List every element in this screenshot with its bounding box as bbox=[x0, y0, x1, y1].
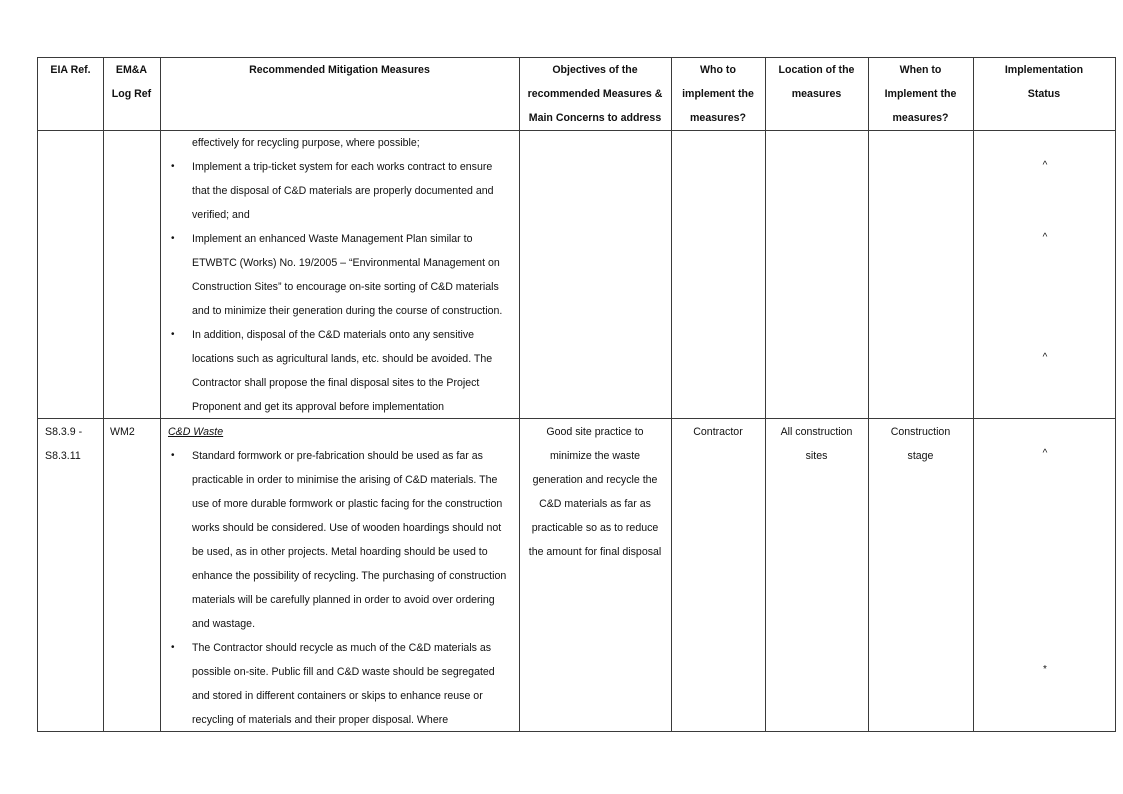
measure-line: Implement an enhanced Waste Management Plan similar to bbox=[192, 233, 473, 245]
mitigation-measures-table bbox=[37, 57, 1116, 732]
header-objectives: Objectives of the recommended Measures & Main Concerns to address bbox=[527, 64, 663, 124]
row-location: All construction sites bbox=[780, 426, 853, 462]
header-ema-log-ref: EM&A Log Ref bbox=[111, 64, 152, 100]
status-mark: ^ bbox=[1042, 352, 1048, 363]
measure-line: enhance the possibility of recycling. The purchasing of construction bbox=[192, 570, 507, 582]
header-mitigation-measures: Recommended Mitigation Measures bbox=[249, 64, 430, 76]
column-divider bbox=[973, 58, 974, 731]
measures-continued bbox=[192, 131, 517, 419]
bullet-icon: • bbox=[171, 161, 175, 172]
bullet-icon: • bbox=[171, 233, 175, 244]
measure-line: and stored in different containers or skips to enhance reuse or bbox=[192, 690, 483, 702]
header-when: When to Implement the measures? bbox=[884, 64, 957, 124]
status-mark: ^ bbox=[1042, 232, 1048, 243]
measure-line: possible on-site. Public fill and C&D waste should be segregated bbox=[192, 666, 495, 678]
bullet-icon: • bbox=[171, 329, 175, 340]
header-implementation-status: Implementation Status bbox=[1004, 64, 1084, 100]
measure-line: Proponent and get its approval before implementation bbox=[192, 401, 445, 413]
bullet-icon: • bbox=[171, 450, 175, 461]
measure-line: Standard formwork or pre-fabrication should be used as far as bbox=[192, 450, 483, 462]
row-ema-log-ref: WM2 bbox=[110, 426, 135, 438]
column-divider bbox=[160, 58, 161, 731]
measure-line: works should be considered. Use of wooden hoardings should not bbox=[192, 522, 502, 534]
measure-line: locations such as agricultural lands, etc. should be avoided. The bbox=[192, 353, 493, 365]
column-divider bbox=[765, 58, 766, 731]
measure-line: and wastage. bbox=[192, 618, 256, 630]
measures-list bbox=[192, 444, 517, 732]
measure-line: use of more durable formwork or plastic facing for the construction bbox=[192, 498, 503, 510]
measure-line: that the disposal of C&D materials are properly documented and bbox=[192, 185, 494, 197]
measure-title: C&D Waste bbox=[168, 426, 224, 438]
header-who: Who to implement the measures? bbox=[682, 64, 754, 124]
bullet-icon: • bbox=[171, 642, 175, 653]
status-mark: * bbox=[1043, 664, 1047, 675]
column-divider bbox=[868, 58, 869, 731]
status-mark: ^ bbox=[1042, 448, 1048, 459]
column-divider bbox=[671, 58, 672, 731]
status-mark: ^ bbox=[1042, 160, 1048, 171]
measure-line: The Contractor should recycle as much of the C&D materials as bbox=[192, 642, 492, 654]
row-when: Construction stage bbox=[890, 426, 951, 462]
row-objectives: Good site practice to minimize the waste generation and recycle the C&D materials as far as practicable so as to reduce the amount for final disposal bbox=[528, 426, 662, 558]
measure-line: verified; and bbox=[192, 209, 250, 221]
measure-line: practicable in order to minimise the arising of C&D materials. The bbox=[192, 474, 498, 486]
measure-line: and to minimize their generation during the course of construction. bbox=[192, 305, 503, 317]
measure-line: Construction Sites” to encourage on-site sorting of C&D materials bbox=[192, 281, 499, 293]
measure-line: Contractor shall propose the final disposal sites to the Project bbox=[192, 377, 480, 389]
measure-line: recycling of materials and their proper disposal. Where bbox=[192, 714, 449, 726]
measure-line: ETWBTC (Works) No. 19/2005 – “Environmental Management on bbox=[192, 257, 500, 269]
measure-line: materials will be carefully planned in order to avoid over ordering bbox=[192, 594, 495, 606]
measure-line: be used, as in other projects. Metal hoarding should be used to bbox=[192, 546, 488, 558]
row-who: Contractor bbox=[693, 426, 743, 438]
measure-line: In addition, disposal of the C&D materials onto any sensitive bbox=[192, 329, 475, 341]
column-divider bbox=[103, 58, 104, 731]
header-eia-ref: EIA Ref. bbox=[50, 64, 91, 76]
measure-line: Implement a trip-ticket system for each works contract to ensure bbox=[192, 161, 493, 173]
row-eia-ref: S8.3.9 - S8.3.11 bbox=[45, 426, 83, 462]
column-divider bbox=[519, 58, 520, 731]
header-location: Location of the measures bbox=[778, 64, 855, 100]
measure-line: effectively for recycling purpose, where possible; bbox=[192, 137, 420, 149]
